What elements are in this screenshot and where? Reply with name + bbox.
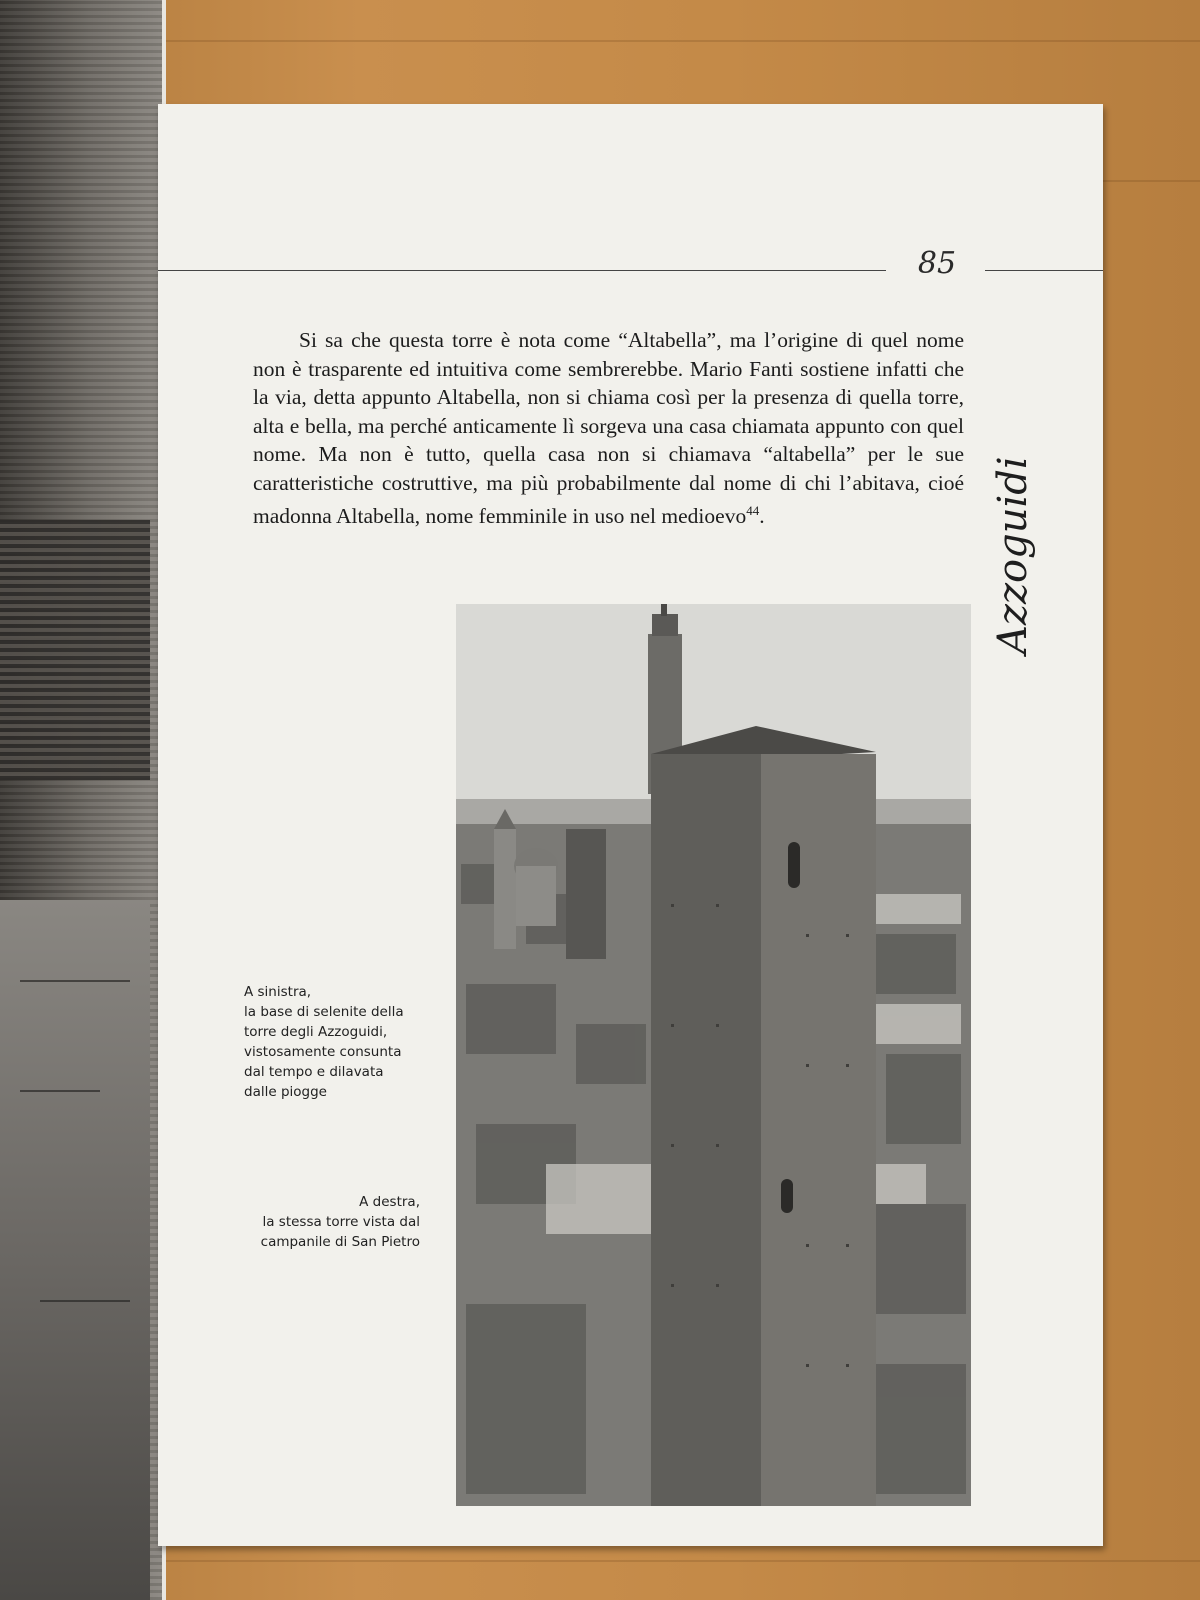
caption-line: campanile di San Pietro <box>260 1234 420 1250</box>
stone-crack <box>40 1300 130 1302</box>
footnote-reference: 44 <box>746 503 760 518</box>
running-head: Azzoguidi <box>990 456 1036 654</box>
body-text: Si sa che questa torre è nota come “Altabella”, ma l’origine di quel nome non è trasparente ed intuitiva come sembrerebbe. Mario Fanti sostiene infatti che la via, detta appunto Altabella, non si chiama così per la presenza di quella torre, alta e bella, ma perché anticamente lì sorgeva una casa chiamata appunto con quel nome. Ma non è tutto, quella casa non si chiamava “altabella” per le sue caratteristiche costruttive, ma più probabilmente dal nome di chi l’abitava, cioé madonna Altabella, nome femminile in uso nel medioevo <box>253 328 964 529</box>
stone-crack <box>20 1090 100 1092</box>
header-rule-left <box>158 270 886 271</box>
caption-line: dal tempo e dilavata <box>244 1064 384 1080</box>
wood-grain <box>0 1560 1200 1562</box>
tower-photo-illustration <box>456 604 971 1506</box>
caption-line: dalle piogge <box>244 1084 327 1100</box>
caption-line: la stessa torre vista dal <box>262 1214 420 1230</box>
caption-left <box>244 982 444 1102</box>
body-text-end: . <box>759 504 765 529</box>
stone-crack <box>20 980 130 982</box>
caption-right <box>220 1192 420 1252</box>
tower-photo <box>456 604 971 1506</box>
brick-band <box>0 520 150 780</box>
caption-line: A sinistra, <box>244 984 312 1000</box>
caption-line: vistosamente consunta <box>244 1044 402 1060</box>
caption-line: la base di selenite della <box>244 1004 404 1020</box>
body-paragraph <box>253 326 964 531</box>
selenite-base <box>0 900 150 1600</box>
wood-grain <box>0 40 1200 42</box>
header-rule-right <box>985 270 1103 271</box>
page-number: 85 <box>917 246 957 281</box>
left-page-photo <box>0 0 166 1600</box>
caption-line: A destra, <box>359 1194 420 1210</box>
book-page <box>158 104 1103 1546</box>
caption-line: torre degli Azzoguidi, <box>244 1024 388 1040</box>
